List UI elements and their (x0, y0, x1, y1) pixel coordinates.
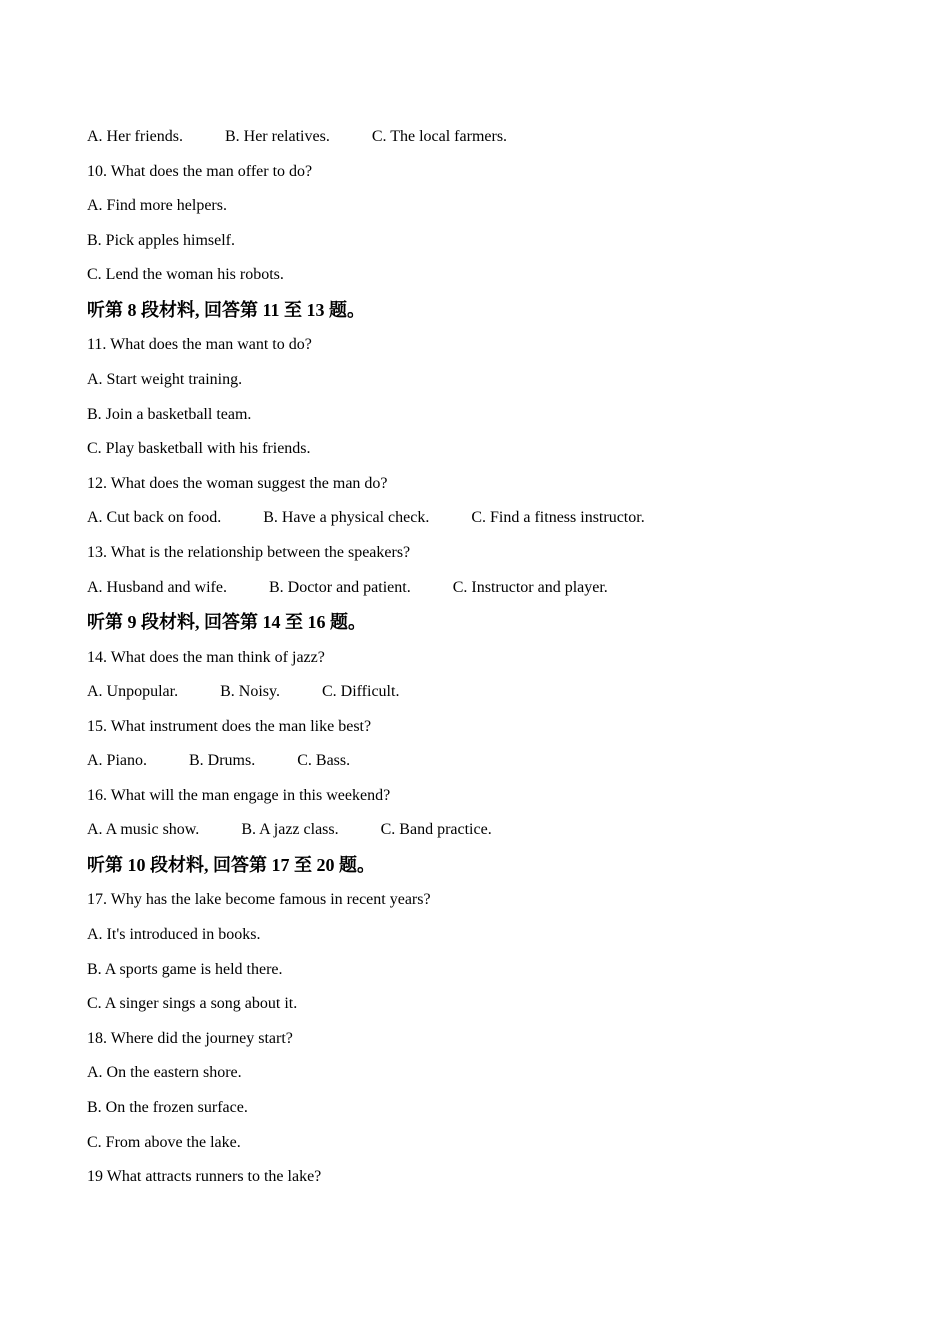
option-row (87, 571, 887, 606)
option-b: B. Join a basketball team. (87, 405, 252, 423)
question-16: 16. What will the man engage in this weekend? (87, 786, 391, 804)
option-b: B. Noisy. (220, 683, 280, 701)
option-b: B. Doctor and patient. (268, 578, 411, 596)
option-row (87, 120, 887, 155)
option-a: A. Start weight training. (87, 370, 243, 388)
question-14: 14. What does the man think of jazz? (87, 648, 325, 666)
question-12: 12. What does the woman suggest the man do? (87, 474, 388, 492)
option-a: A. A music show. (87, 821, 200, 839)
option-c: C. From above the lake. (87, 1133, 241, 1151)
option-c: C. Play basketball with his friends. (87, 440, 311, 458)
option-a: A. Husband and wife. (87, 578, 227, 596)
option-b: B. Her relatives. (224, 128, 330, 145)
option-b: B. Drums. (189, 752, 256, 770)
option-row (87, 813, 887, 848)
option-b: B. Pick apples himself. (87, 231, 235, 249)
document-page (87, 120, 887, 1195)
option-a: A. It's introduced in books. (87, 926, 261, 944)
question-10: 10. What does the man offer to do? (87, 162, 313, 180)
question-11: 11. What does the man want to do? (87, 336, 312, 354)
option-c: C. Instructor and player. (452, 578, 608, 596)
option-c: C. A singer sings a song about it. (87, 995, 298, 1013)
question-15: 15. What instrument does the man like best? (87, 717, 372, 735)
option-c: C. Lend the woman his robots. (87, 266, 284, 284)
option-b: B. On the frozen surface. (87, 1099, 248, 1117)
section-heading-10: 听第 10 段材料, 回答第 17 至 20 题。 (87, 855, 375, 876)
option-a: A. Cut back on food. (87, 509, 222, 527)
option-c: C. The local farmers. (371, 128, 508, 145)
option-row (87, 501, 887, 536)
option-b: B. A sports game is held there. (87, 960, 283, 978)
option-c: C. Bass. (297, 752, 351, 770)
option-row (87, 675, 887, 710)
section-heading-8: 听第 8 段材料, 回答第 11 至 13 题。 (87, 299, 366, 320)
option-a: A. Piano. (87, 752, 147, 770)
question-19: 19 What attracts runners to the lake? (87, 1168, 322, 1186)
question-17: 17. Why has the lake become famous in recent years? (87, 891, 431, 909)
section-heading-9: 听第 9 段材料, 回答第 14 至 16 题。 (87, 612, 366, 633)
option-a: A. On the eastern shore. (87, 1064, 242, 1082)
question-18: 18. Where did the journey start? (87, 1029, 293, 1047)
question-13: 13. What is the relationship between the speakers? (87, 543, 411, 561)
option-a: A. Find more helpers. (87, 197, 227, 215)
option-a: A. Her friends. (87, 128, 183, 145)
option-b: B. Have a physical check. (263, 509, 430, 527)
option-c: C. Difficult. (321, 683, 400, 701)
option-c: C. Band practice. (380, 821, 492, 839)
option-b: B. A jazz class. (241, 821, 339, 839)
option-a: A. Unpopular. (87, 683, 179, 701)
option-c: C. Find a fitness instructor. (471, 509, 645, 527)
option-row (87, 744, 887, 779)
